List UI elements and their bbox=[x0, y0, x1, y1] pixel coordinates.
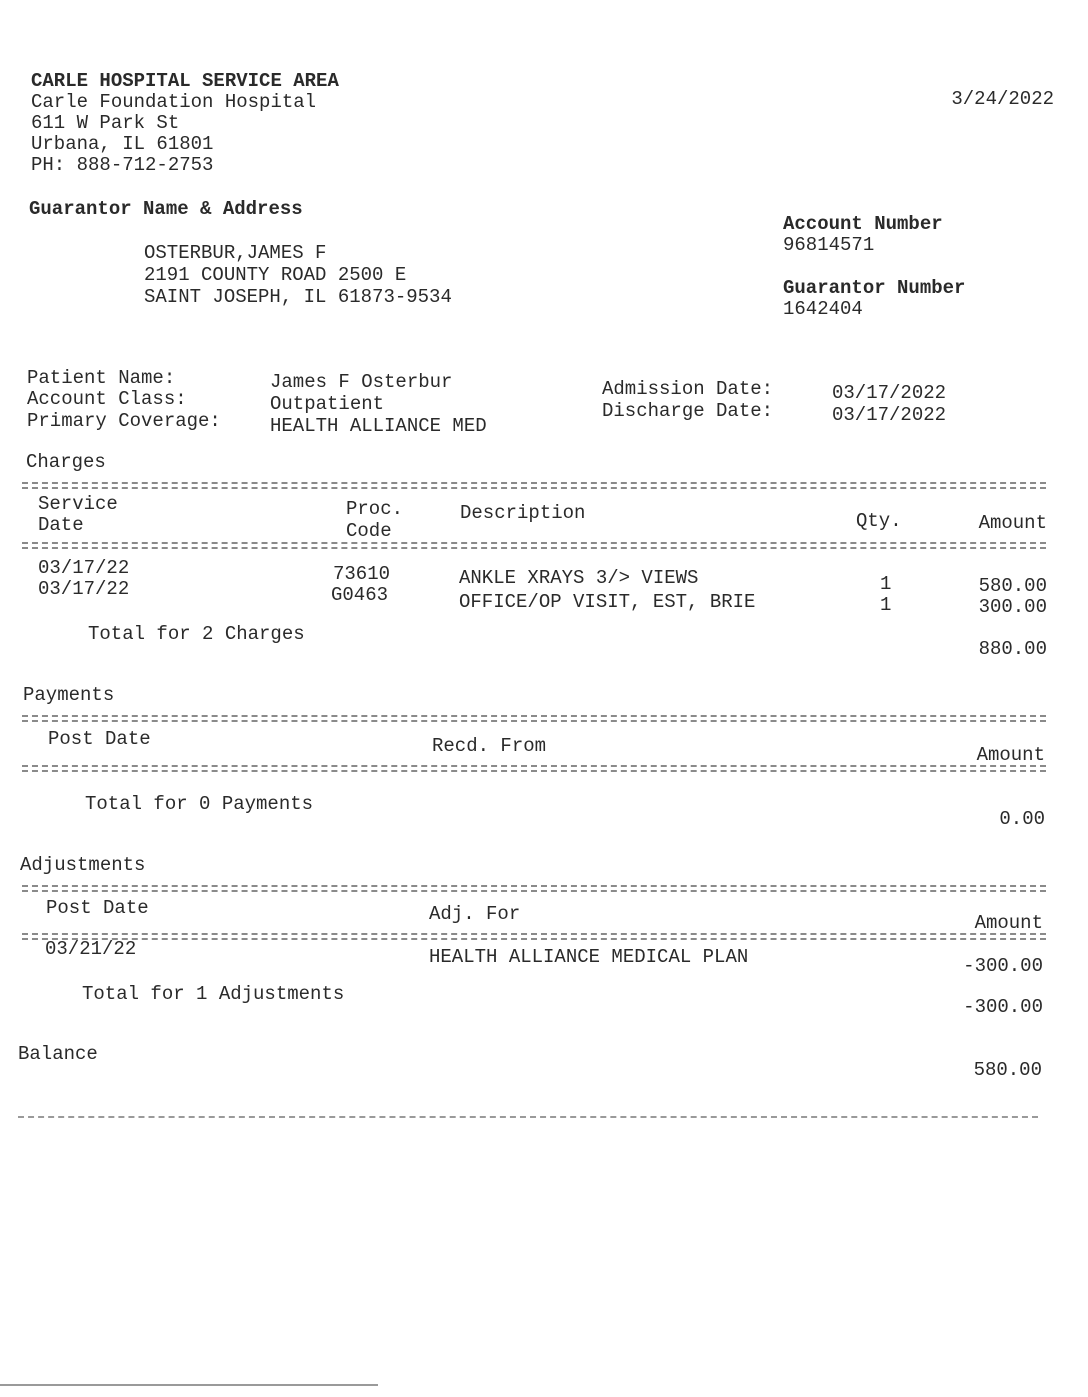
charge-row-2-code: G0463 bbox=[331, 584, 389, 606]
primary-coverage-label: Primary Coverage: bbox=[27, 410, 221, 432]
adjustment-row-1-amount: -300.00 bbox=[963, 955, 1043, 977]
balance-value: 580.00 bbox=[973, 1059, 1042, 1081]
patient-name-value: James F Osterbur bbox=[270, 371, 453, 393]
charges-col-service-1: Service bbox=[38, 493, 118, 515]
discharge-date-label: Discharge Date: bbox=[602, 400, 774, 422]
charge-row-1-qty: 1 bbox=[880, 573, 892, 595]
adjustments-total-label: Total for 1 Adjustments bbox=[82, 983, 345, 1005]
admission-date-value: 03/17/2022 bbox=[832, 382, 947, 404]
charges-title: Charges bbox=[26, 451, 106, 473]
account-number-value: 96814571 bbox=[783, 234, 875, 256]
charges-header-rule-top bbox=[22, 482, 1046, 489]
facility-street: 611 W Park St bbox=[31, 112, 180, 134]
adjustments-header-rule-top bbox=[22, 885, 1046, 892]
account-class-value: Outpatient bbox=[270, 393, 385, 415]
account-class-label: Account Class: bbox=[27, 388, 187, 410]
charge-row-1-amount: 580.00 bbox=[978, 575, 1047, 597]
footer-dashed-rule bbox=[18, 1116, 1038, 1118]
charge-row-2-description: OFFICE/OP VISIT, EST, BRIE bbox=[459, 591, 756, 613]
statement-date: 3/24/2022 bbox=[951, 88, 1054, 110]
charges-total-label: Total for 2 Charges bbox=[88, 623, 305, 645]
adjustments-col-amount: Amount bbox=[974, 912, 1043, 934]
charge-row-2-amount: 300.00 bbox=[978, 596, 1047, 618]
charges-col-qty: Qty. bbox=[856, 510, 902, 532]
guarantor-address-2: SAINT JOSEPH, IL 61873-9534 bbox=[144, 286, 452, 308]
page-bottom-line bbox=[0, 1384, 378, 1386]
charges-col-proc-1: Proc. bbox=[346, 498, 404, 520]
guarantor-name: OSTERBUR,JAMES F bbox=[144, 242, 327, 264]
payments-title: Payments bbox=[23, 684, 115, 706]
adjustments-total-value: -300.00 bbox=[963, 996, 1043, 1018]
charges-header-rule-bottom bbox=[22, 542, 1046, 549]
payments-col-recd-from: Recd. From bbox=[432, 735, 547, 757]
guarantor-heading: Guarantor Name & Address bbox=[29, 198, 303, 220]
balance-label: Balance bbox=[18, 1043, 98, 1065]
charges-col-service-2: Date bbox=[38, 514, 84, 536]
adjustments-col-post-date: Post Date bbox=[46, 897, 149, 919]
admission-date-label: Admission Date: bbox=[602, 378, 774, 400]
adjustments-col-adj-for: Adj. For bbox=[429, 903, 521, 925]
account-number-label: Account Number bbox=[783, 213, 943, 235]
charge-row-1-code: 73610 bbox=[333, 563, 391, 585]
org-name: CARLE HOSPITAL SERVICE AREA bbox=[31, 70, 339, 92]
discharge-date-value: 03/17/2022 bbox=[832, 404, 947, 426]
charge-row-2-date: 03/17/22 bbox=[38, 578, 130, 600]
charges-col-description: Description bbox=[460, 502, 586, 524]
guarantor-address-1: 2191 COUNTY ROAD 2500 E bbox=[144, 264, 407, 286]
adjustments-title: Adjustments bbox=[20, 854, 146, 876]
charge-row-1-description: ANKLE XRAYS 3/> VIEWS bbox=[459, 567, 699, 589]
payments-header-rule-top bbox=[22, 715, 1046, 722]
payments-header-rule-bottom bbox=[22, 765, 1046, 772]
charges-col-amount: Amount bbox=[978, 512, 1047, 534]
payments-col-post-date: Post Date bbox=[48, 728, 151, 750]
charges-total-value: 880.00 bbox=[978, 638, 1047, 660]
charges-col-proc-2: Code bbox=[346, 520, 392, 542]
adjustment-row-1-date: 03/21/22 bbox=[45, 938, 137, 960]
patient-name-label: Patient Name: bbox=[27, 367, 176, 389]
payments-total-label: Total for 0 Payments bbox=[85, 793, 314, 815]
payments-col-amount: Amount bbox=[976, 744, 1045, 766]
charge-row-2-qty: 1 bbox=[880, 594, 892, 616]
adjustment-row-1-for: HEALTH ALLIANCE MEDICAL PLAN bbox=[429, 946, 749, 968]
facility-name: Carle Foundation Hospital bbox=[31, 91, 317, 113]
facility-city: Urbana, IL 61801 bbox=[31, 133, 214, 155]
guarantor-number-label: Guarantor Number bbox=[783, 277, 966, 299]
payments-total-value: 0.00 bbox=[999, 808, 1045, 830]
facility-phone: PH: 888-712-2753 bbox=[31, 154, 214, 176]
guarantor-number-value: 1642404 bbox=[783, 298, 863, 320]
adjustments-header-rule-bottom bbox=[22, 933, 1046, 940]
charge-row-1-date: 03/17/22 bbox=[38, 557, 130, 579]
primary-coverage-value: HEALTH ALLIANCE MED bbox=[270, 415, 487, 437]
